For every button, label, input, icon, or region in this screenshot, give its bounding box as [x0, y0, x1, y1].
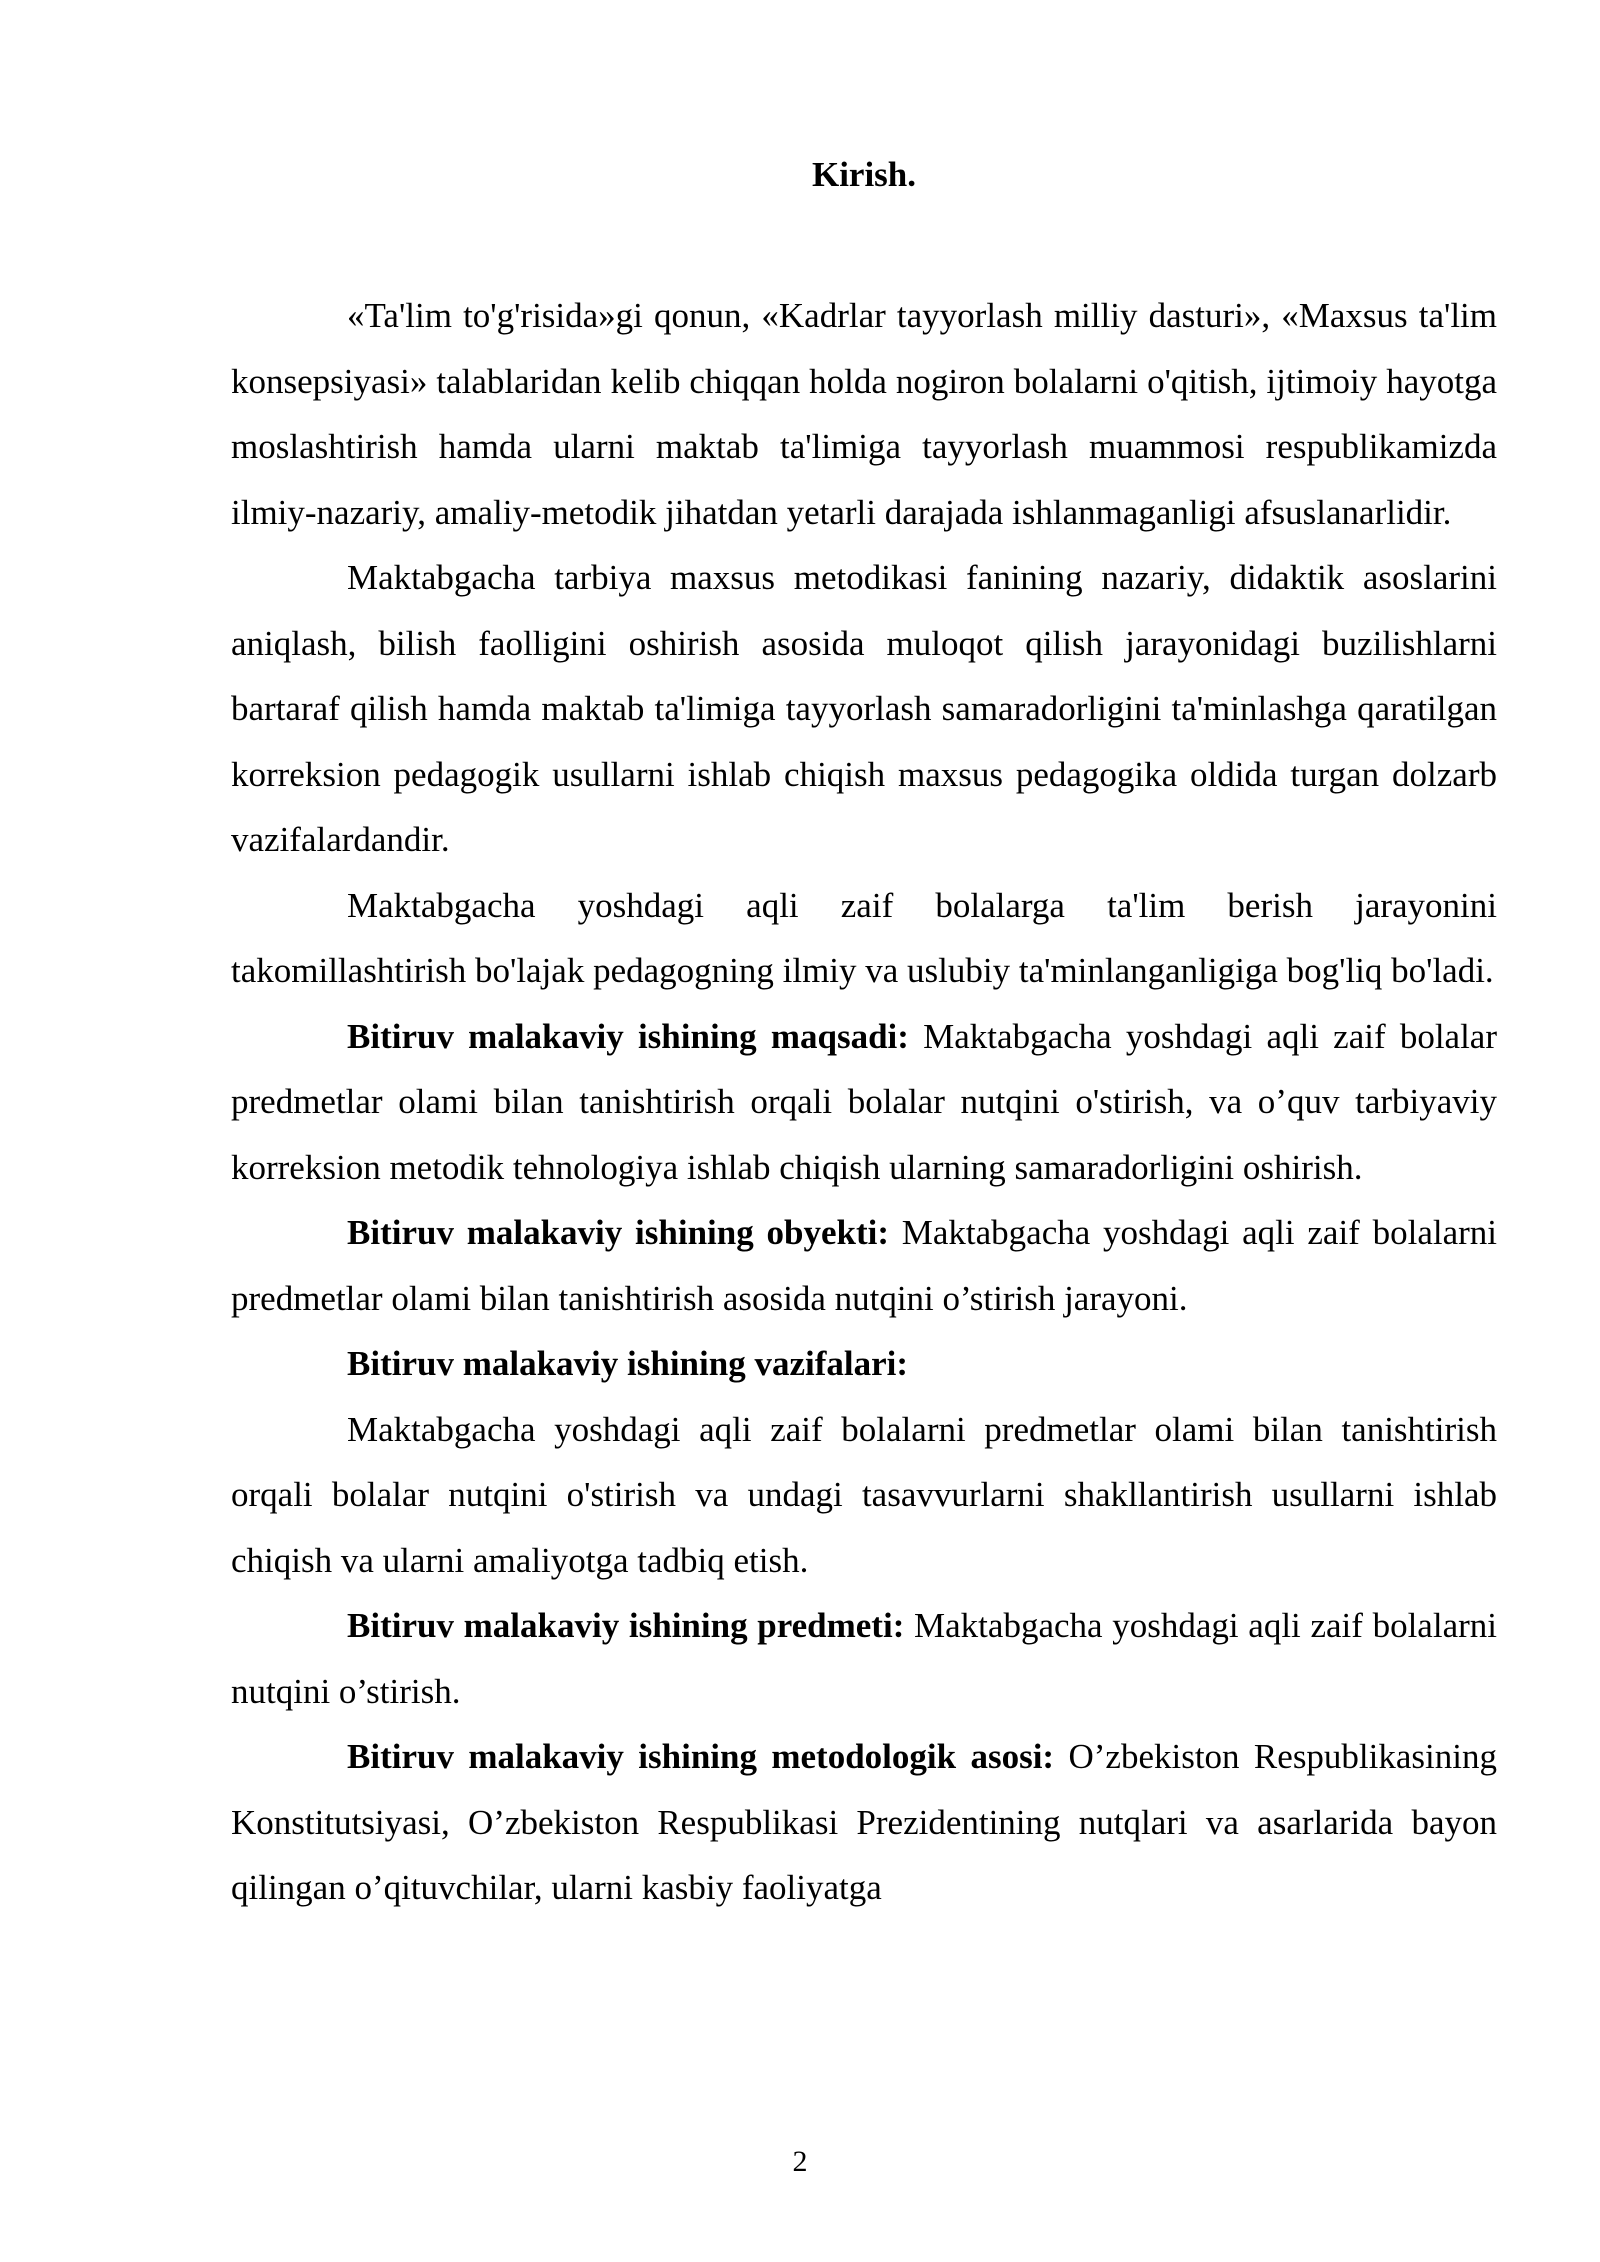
paragraph-text: Maktabgacha yoshdagi aqli zaif bolalarni nutqini o’stirish. — [231, 1606, 1497, 1711]
paragraph-subject — [231, 1593, 1497, 1724]
paragraph-label: Bitiruv malakaviy ishining vazifalari: — [347, 1344, 909, 1383]
paragraph-education — [231, 873, 1497, 1004]
paragraph-tasks — [231, 1397, 1497, 1594]
page-number: 2 — [792, 2145, 808, 2178]
paragraph-label: Bitiruv malakaviy ishining maqsadi: — [347, 1016, 909, 1056]
paragraph-methodology — [231, 545, 1497, 873]
paragraph-text: «Ta'lim to'g'risida»gi qonun, «Kadrlar tayyorlash milliy dasturi», «Maxsus ta'lim konsepsiyasi» talablaridan kelib chiqqan holda nogiron bolalarni o'qitish, ijtimoiy hayotga moslashtirish hamda ularni maktab ta'limiga tayyorlash muammosi respublikamizda ilmiy-nazariy, amaliy-metodik jihatdan yetarli darajada ishlanmaganligi afsuslanarlidir. — [231, 296, 1497, 532]
paragraph-methodological-basis — [231, 1724, 1497, 1921]
paragraph-label: Bitiruv malakaviy ishining obyekti: — [347, 1213, 889, 1252]
paragraph-goal — [231, 1004, 1497, 1201]
paragraph-text: Maktabgacha yoshdagi aqli zaif bolalarni predmetlar olami bilan tanishtirish asosida nutqini o’stirish jarayoni. — [231, 1213, 1497, 1318]
page-title: Kirish. — [811, 155, 917, 194]
paragraph-label: Bitiruv malakaviy ishining metodologik asosi: — [347, 1737, 1055, 1776]
paragraph-tasks-heading — [231, 1331, 1497, 1397]
paragraph-text: O’zbekiston Respublikasining Konstitutsiyasi, O’zbekiston Respublikasi Prezidentining nutqlari va asarlarida bayon qilingan o’qituvchilar, ularni kasbiy faoliyatga — [231, 1737, 1497, 1907]
paragraph-text: Maktabgacha yoshdagi aqli zaif bolalar predmetlar olami bilan tanishtirish orqali bolalar nutqini o'stirish, va o’quv tarbiyaviy korreksion metodik tehnologiya ishlab chiqish ularning samaradorligini oshirish. — [231, 1016, 1497, 1187]
paragraph-label: Bitiruv malakaviy ishining predmeti: — [347, 1606, 905, 1645]
paragraph-text: Maktabgacha yoshdagi aqli zaif bolalarni predmetlar olami bilan tanishtirish orqali bolalar nutqini o'stirish va undagi tasavvurlarni shakllantirish usullarni ishlab chiqish va ularni amaliyotga tadbiq etish. — [231, 1409, 1497, 1580]
paragraph-intro — [231, 283, 1497, 545]
document-body — [231, 283, 1497, 1921]
paragraph-object — [231, 1200, 1497, 1331]
paragraph-text: Maktabgacha tarbiya maxsus metodikasi fanining nazariy, didaktik asoslarini aniqlash, bilish faolligini oshirish asosida muloqot qilish jarayonidagi buzilishlarni bartaraf qilish hamda maktab ta'limiga tayyorlash samaradorligini ta'minlashga qaratilgan korreksion pedagogik usullarni ishlab chiqish maxsus pedagogika oldida turgan dolzarb vazifalardandir. — [231, 558, 1497, 859]
paragraph-text: Maktabgacha yoshdagi aqli zaif bolalarga ta'lim berish jarayonini takomillashtirish bo'lajak pedagogning ilmiy va uslubiy ta'minlanganligiga bog'liq bo'ladi. — [231, 885, 1497, 990]
